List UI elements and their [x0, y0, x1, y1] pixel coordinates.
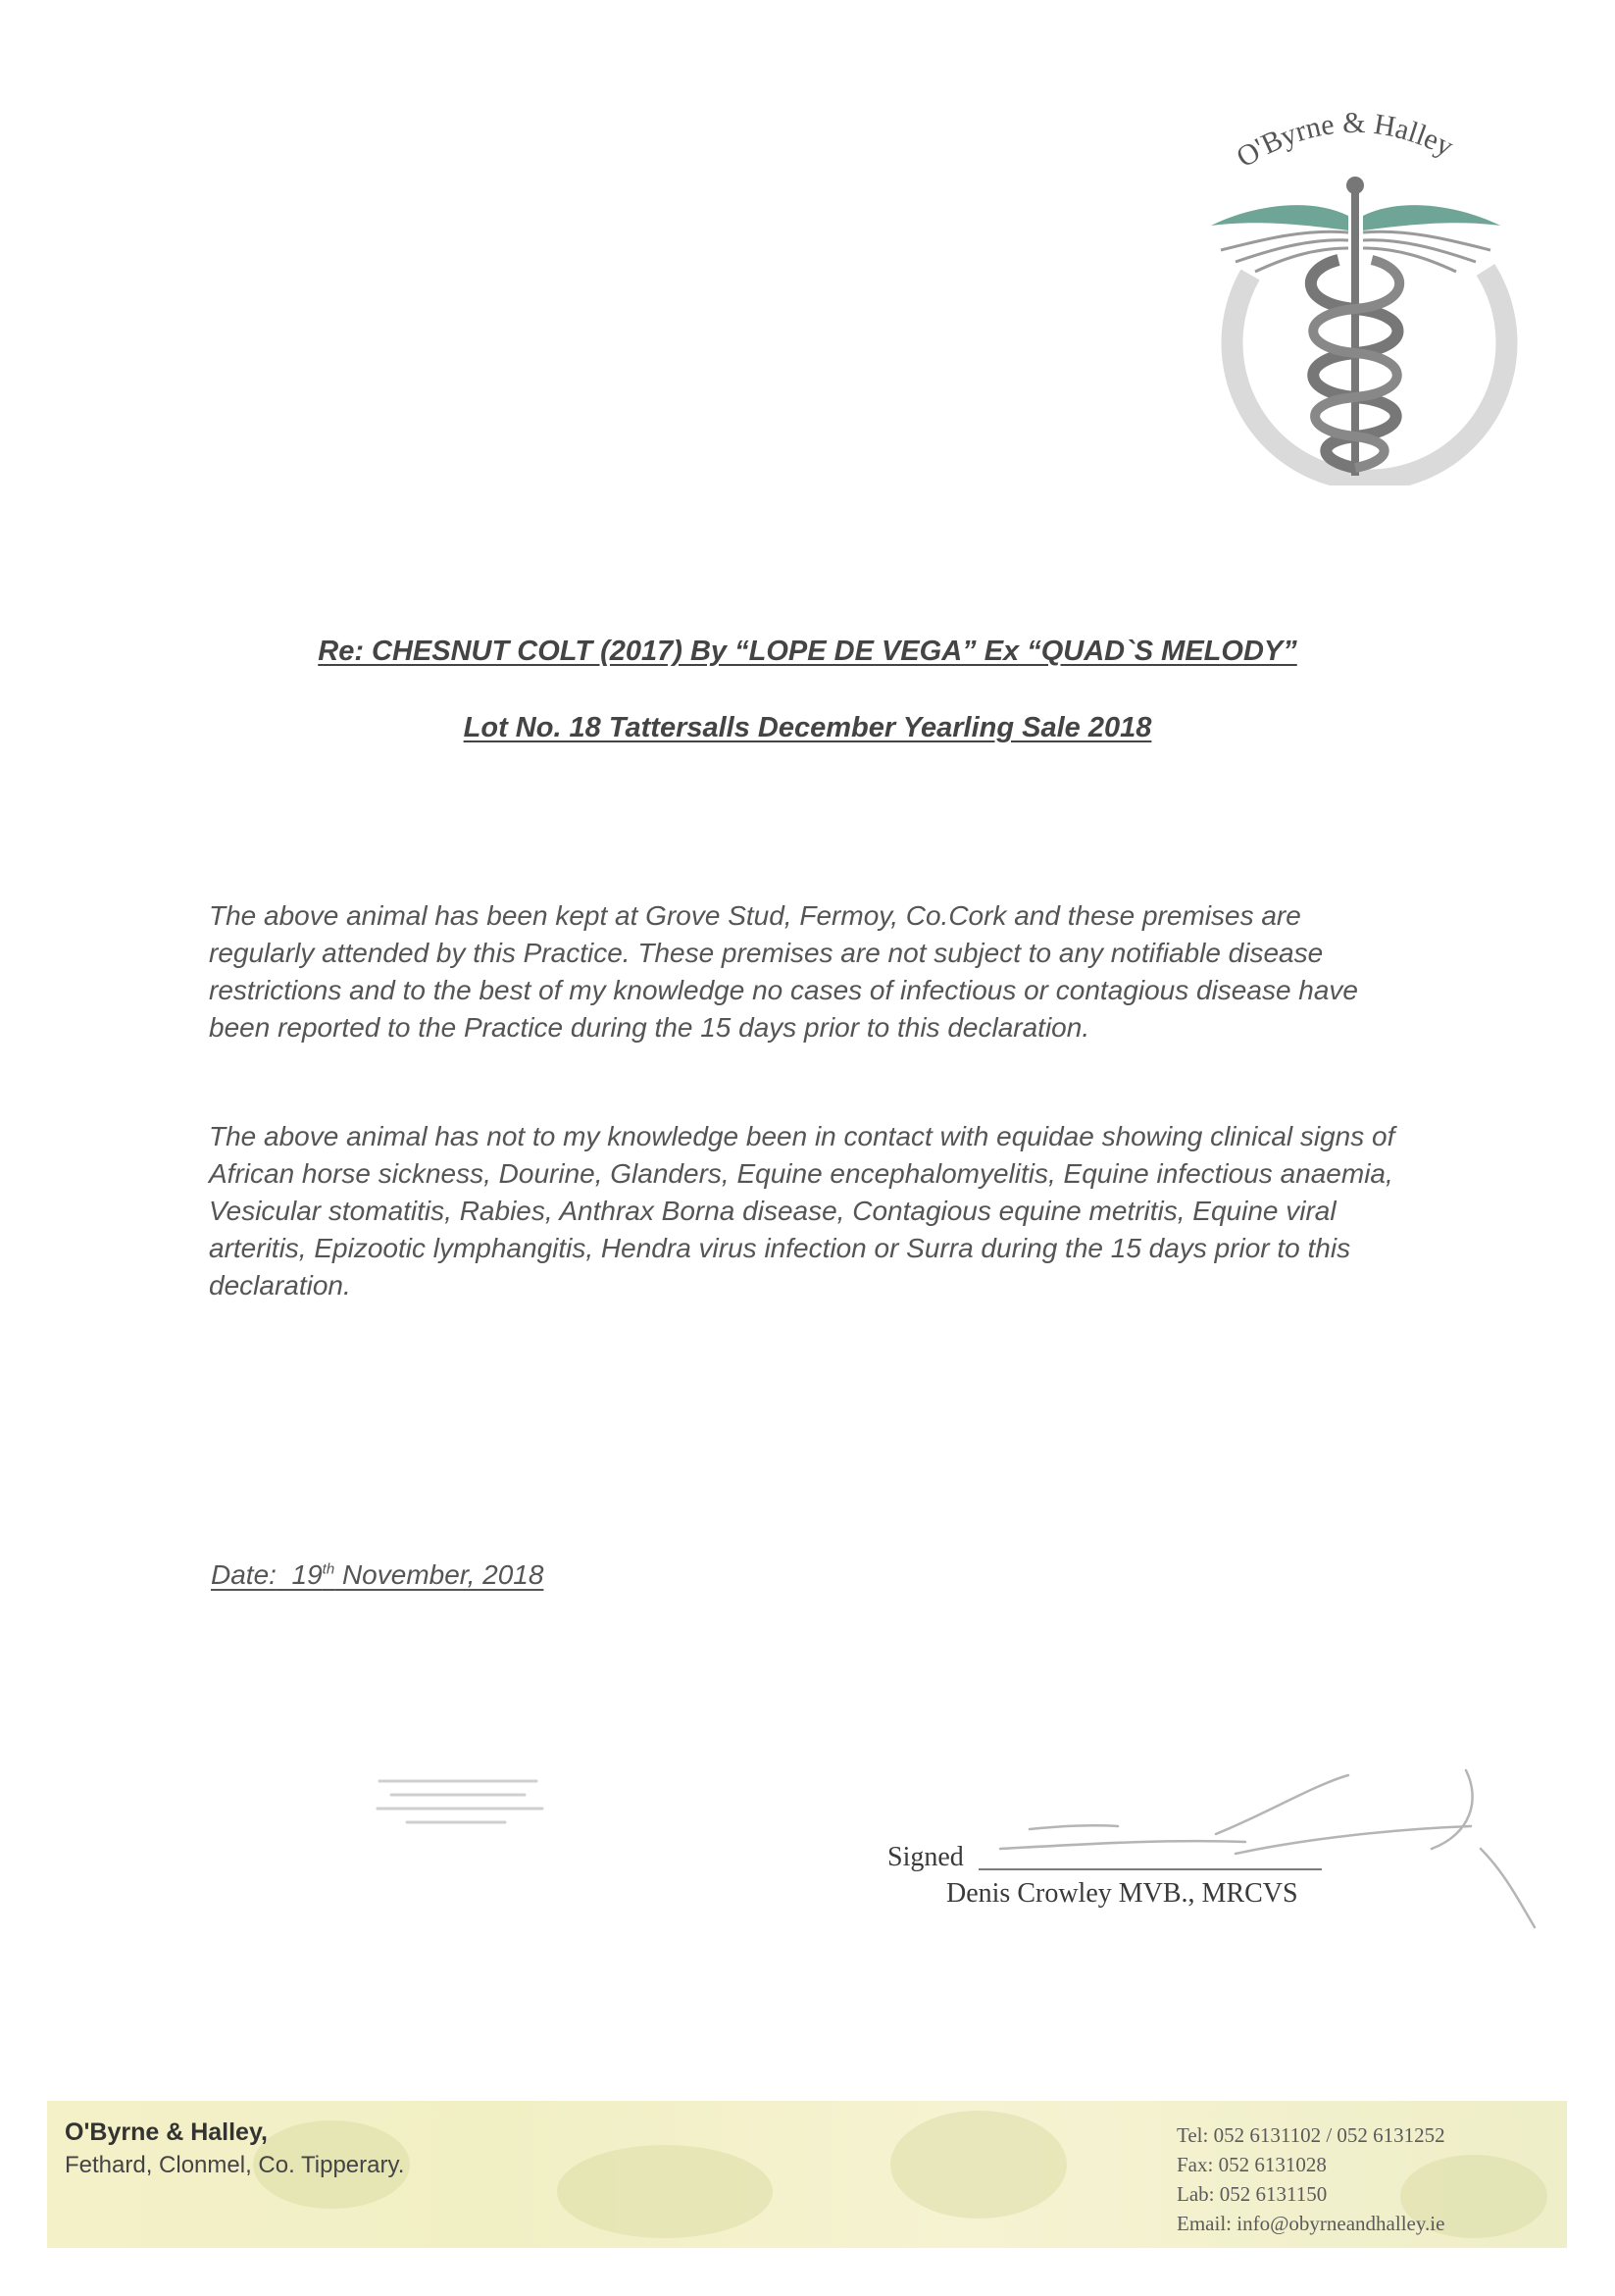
signed-label: Signed [887, 1842, 964, 1872]
footer-address: Fethard, Clonmel, Co. Tipperary. [65, 2152, 405, 2178]
date-label: Date: [211, 1559, 277, 1590]
signature-line [979, 1868, 1322, 1870]
date-day-suffix: th [322, 1560, 335, 1578]
logo-staff-knob [1346, 177, 1364, 194]
declaration-paragraph-1: The above animal has been kept at Grove Stud, Fermoy, Co.Cork and these premises are regularly attended by this Practice. These premises are not subject to any notifiable disease restrictions and to the best of my knowledge no cases of infectious or contagious disease have been reported to the Practice during the 15 days prior to this declaration. [209, 900, 1359, 1043]
footer-lab: Lab: 052 6131150 [1177, 2182, 1328, 2206]
declaration-paragraph-2: The above animal has not to my knowledge been in contact with equidae showing clinical signs of African horse sickness, Dourine, Glanders, Equine encephalomyelitis, Equine infectious anaemia, Vesicular stomatitis, Rabies, Anthrax Borna disease, Contagious equine metritis, Equine viral arteritis, Epizootic lymphangitis, Hendra virus infection or Surra during the 15 days prior to this declaration. [209, 1121, 1395, 1301]
date-day: 19 [291, 1559, 323, 1590]
practice-logo [1191, 103, 1520, 485]
footer-contacts [1177, 2120, 1445, 2238]
faint-stamp [368, 1773, 549, 1842]
logo-text-path: O'Byrne & Halley [1231, 106, 1459, 175]
footer-phone: Tel: 052 6131102 / 052 6131252 [1177, 2123, 1445, 2147]
footer-practice-name: O'Byrne & Halley, [65, 2118, 268, 2146]
letterhead-footer [47, 2101, 1567, 2248]
footer-texture [890, 2111, 1067, 2219]
logo-ring [1233, 270, 1507, 481]
logo-text [1231, 107, 1458, 174]
date-month-year: November, 2018 [341, 1559, 544, 1590]
caduceus-logo-icon [1191, 103, 1520, 485]
declaration-date [211, 1559, 543, 1591]
footer-texture [557, 2145, 773, 2238]
signer-name: Denis Crowley MVB., MRCVS [946, 1878, 1298, 1909]
footer-email: Email: info@obyrneandhalley.ie [1177, 2212, 1445, 2235]
subject-heading: Re: CHESNUT COLT (2017) By “LOPE DE VEGA” Ex “QUAD`S MELODY” [318, 636, 1297, 667]
lot-heading: Lot No. 18 Tattersalls December Yearling Sale 2018 [463, 712, 1152, 743]
footer-fax: Fax: 052 6131028 [1177, 2153, 1327, 2176]
